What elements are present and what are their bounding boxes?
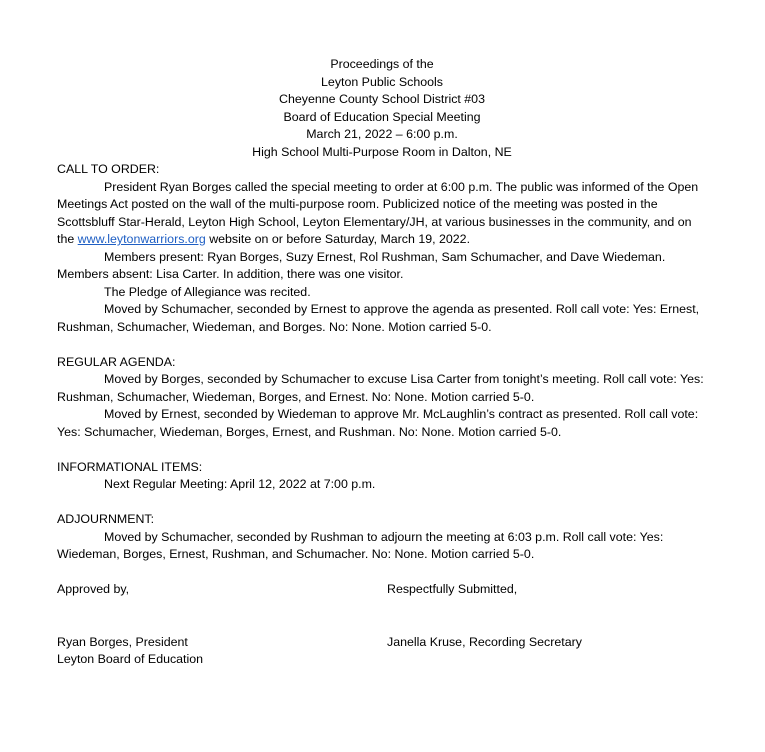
- informational-items-heading: INFORMATIONAL ITEMS:: [57, 459, 203, 474]
- excuse-motion-paragraph: Moved by Borges, seconded by Schumacher to excuse Lisa Carter from tonight’s meeting. Roll call vote: Yes: Rushman, Schumacher, Wiedeman, Borges, and Ernest. No: None. Motion carried 5-0.: [57, 372, 704, 404]
- regular-agenda-heading: REGULAR AGENDA:: [57, 354, 176, 369]
- signature-org-row: [57, 651, 707, 669]
- call-to-order-text-end: website on or before Saturday, March 19, 2022.: [205, 232, 471, 246]
- next-meeting-paragraph: Next Regular Meeting: April 12, 2022 at 7:00 p.m.: [104, 477, 376, 491]
- signature-names-row: [57, 634, 707, 652]
- spacer: [57, 599, 707, 617]
- call-to-order-heading: CALL TO ORDER:: [57, 162, 160, 176]
- website-link[interactable]: www.leytonwarriors.org: [77, 232, 206, 246]
- call-to-order-text: President Ryan Borges called the special meeting to order at 6:00 p.m. The public was informed of the Open Meetings Act posted on the wall of the multi-purpose room. Publicized notice of the meeting was posted in the Scottsbluff Star-Herald, Leyton High School, Leyton Elementary/JH, at various businesses in the community, and on the: [57, 179, 699, 246]
- pledge-paragraph: The Pledge of Allegiance was recited.: [104, 284, 311, 299]
- president-organization: Leyton Board of Education: [57, 652, 204, 666]
- contract-motion-paragraph: Moved by Ernest, seconded by Wiedeman to approve Mr. McLaughlin’s contract as presented. Roll call vote: Yes: Schumacher, Wiedeman, Borges, Ernest, and Rushman. No: None. Motion carried 5-0.: [57, 407, 699, 439]
- spacer: [57, 494, 707, 512]
- spacer: [57, 441, 707, 459]
- call-to-order-paragraph: [57, 179, 707, 249]
- agenda-motion-paragraph: Moved by Schumacher, seconded by Ernest to approve the agenda as presented. Roll call vote: Yes: Ernest, Rushman, Schumacher, Wiedeman, and Borges. No: None. Motion carried 5-0.: [57, 302, 700, 334]
- call-to-order-section: [57, 161, 707, 336]
- informational-items-section: [57, 459, 707, 494]
- minutes-document: [57, 56, 707, 669]
- header-line-location: High School Multi-Purpose Room in Dalton, NE: [252, 144, 512, 159]
- president-name: Ryan Borges, President: [57, 634, 188, 649]
- signature-labels-row: [57, 581, 707, 599]
- header-line-meeting-type: Board of Education Special Meeting: [283, 109, 481, 124]
- header-line-proceedings: Proceedings of the: [330, 57, 434, 71]
- document-header: [57, 56, 707, 161]
- spacer: [57, 564, 707, 582]
- spacer: [57, 616, 707, 634]
- regular-agenda-section: [57, 354, 707, 442]
- approved-by-label: Approved by,: [57, 582, 130, 596]
- header-line-date: March 21, 2022 – 6:00 p.m.: [306, 127, 458, 141]
- adjournment-heading: ADJOURNMENT:: [57, 512, 155, 526]
- adjournment-motion-paragraph: Moved by Schumacher, seconded by Rushman to adjourn the meeting at 6:03 p.m. Roll call vote: Yes: Wiedeman, Borges, Ernest, Rushman, and Schumacher. No: None. Motion carried 5-0.: [57, 529, 664, 561]
- header-line-district: Cheyenne County School District #03: [279, 92, 485, 106]
- members-present-paragraph: Members present: Ryan Borges, Suzy Ernest, Rol Rushman, Sam Schumacher, and Dave Wiedeman. Members absent: Lisa Carter. In addition, there was one visitor.: [57, 249, 666, 281]
- header-line-school: Leyton Public Schools: [321, 74, 443, 89]
- secretary-name: Janella Kruse, Recording Secretary: [387, 634, 582, 649]
- spacer: [57, 336, 707, 354]
- respectfully-submitted-label: Respectfully Submitted,: [387, 582, 518, 596]
- adjournment-section: [57, 511, 707, 564]
